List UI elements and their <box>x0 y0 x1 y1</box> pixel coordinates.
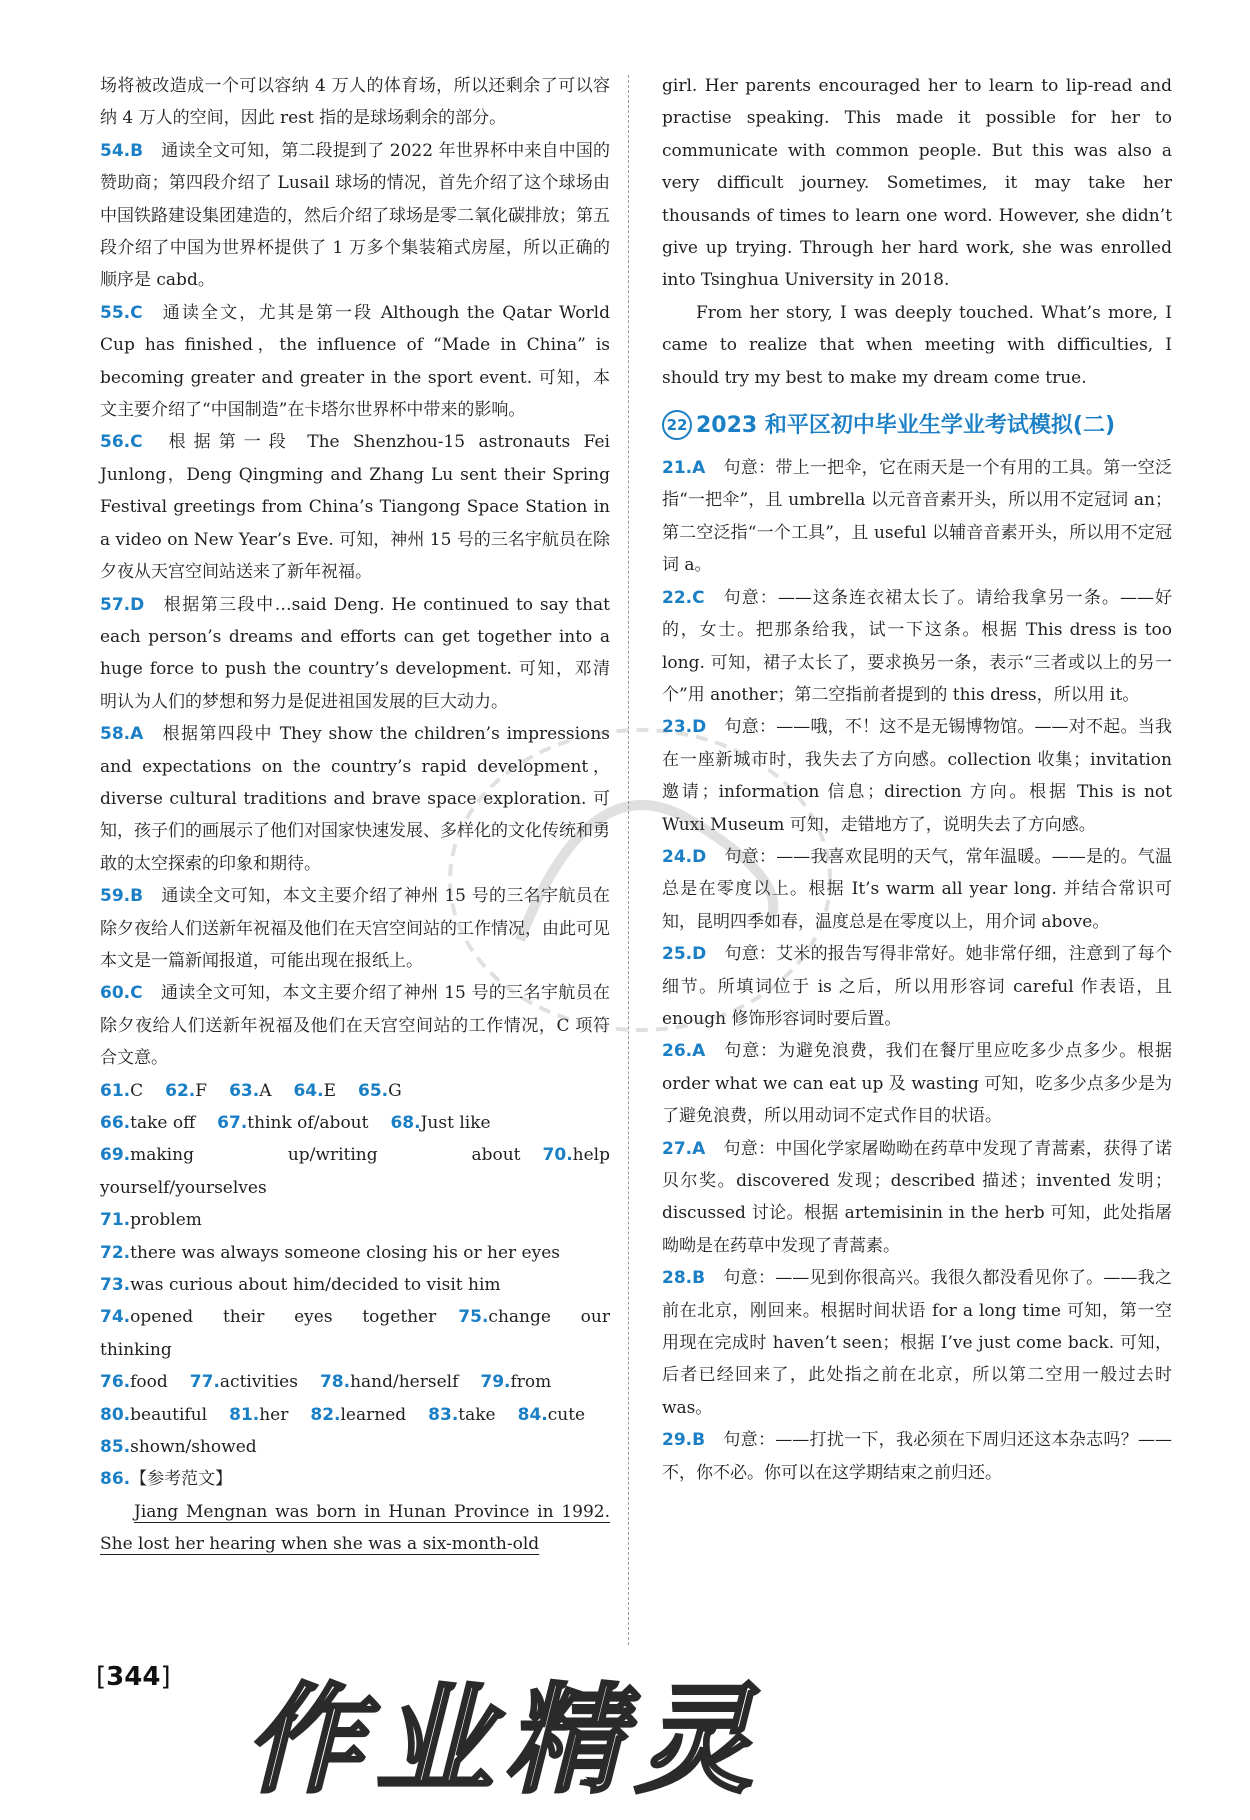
question-number: 24. <box>662 846 693 867</box>
paragraph: From her story, I was deeply touched. What’s more, I came to realize that when meeting with difficulties, I should try my best to make my dream come true. <box>662 302 1172 388</box>
question-number: 72. <box>100 1242 131 1263</box>
explanation: 通读全文，尤其是第一段 Although the Qatar World Cup has finished，the influence of “Made in China” is becoming greater and greater in the sport event. 可知，本文主要介绍了“中国制造”在卡塔尔世界杯中带来的影响。 <box>100 302 610 421</box>
explanation: 句意：——打扰一下，我必须在下周归还这本杂志吗？——不，你不必。你可以在这学期结束之前归还。 <box>662 1430 1172 1483</box>
answer-row <box>100 1399 610 1431</box>
question-number: 25. <box>662 944 693 965</box>
answer-letter: C <box>692 587 705 608</box>
question-number: 70. <box>542 1145 573 1166</box>
question-number: 23. <box>662 717 693 738</box>
answer-item <box>662 1262 1172 1424</box>
answer-letter: C <box>130 983 143 1004</box>
answer-row <box>100 1139 610 1204</box>
question-number: 73. <box>100 1275 131 1296</box>
answer-item <box>100 589 610 719</box>
question-number: 84. <box>517 1404 548 1425</box>
explanation: 通读全文可知，第二段提到了 2022 年世界杯中来自中国的赞助商；第四段介绍了 Lusail 球场的情况，首先介绍了这个球场由中国铁路建设集团建造的，然后介绍了球场是零二氧化碳排放；第五段介绍了中国为世界杯提供了 1 万多个集装箱式房屋，所以正确的顺序是 cabd。 <box>100 140 610 291</box>
answer-text: from <box>510 1372 552 1393</box>
page-number: [344] <box>96 1662 171 1692</box>
answer-row <box>100 1204 610 1236</box>
watermark-seal-icon <box>430 700 850 1060</box>
answer-row <box>100 1431 610 1463</box>
answer-letter: C <box>130 302 143 323</box>
answer-text: F <box>195 1080 208 1101</box>
question-number: 64. <box>293 1080 324 1101</box>
section-title <box>662 408 1172 444</box>
explanation: 句意：——哦，不！这不是无锡博物馆。——对不起。当我在一座新城市时，我失去了方向感。collection 收集；invitation 邀请；information 信息；direction 方向。根据 This is not Wuxi Museum 可知，走错地方了，说明失去了方向感。 <box>662 717 1172 835</box>
answer-row <box>100 1075 610 1107</box>
question-number: 80. <box>100 1404 131 1425</box>
answer-text: take <box>458 1404 496 1425</box>
answer-row <box>100 1107 610 1139</box>
question-number: 65. <box>358 1080 389 1101</box>
section-title-text: 2023 和平区初中毕业生学业考试模拟(二) <box>696 413 1116 439</box>
question-number: 56. <box>100 432 131 453</box>
explanation: 根据第三段中…said Deng. He continued to say that each person’s dreams and efforts can get together into a huge force to push the country’s development. 可知，邓清明认为人们的梦想和努力是促进祖国发展的巨大动力。 <box>100 594 610 712</box>
explanation: 句意：——这条连衣裙太长了。请给我拿另一条。——好的，女士。把那条给我，试一下这条。根据 This dress is too long. 可知，裙子太长了，要求换另一条，表示“三者或以上的另一个”用 another；第二空指前者提到的 this dress，所以用 it。 <box>662 587 1172 705</box>
answer-letter: B <box>692 1268 706 1289</box>
question-number: 22. <box>662 587 693 608</box>
answer-row <box>100 1463 610 1495</box>
answer-letter: D <box>692 717 707 738</box>
answer-text: activities <box>219 1372 298 1393</box>
question-number: 29. <box>662 1430 693 1451</box>
explanation: 根据第四段中 They show the children’s impressions and expectations on the country’s rapid development，diverse cultural traditions and brave space exploration. 可知，孩子们的画展示了他们对国家快速发展、多样化的文化传统和勇敢的太空探索的印象和期待。 <box>100 724 610 874</box>
answer-item <box>662 1424 1172 1489</box>
answer-text: opened their eyes together <box>130 1307 437 1328</box>
question-number: 76. <box>100 1372 131 1393</box>
explanation: 句意：——见到你很高兴。我很久都没看见你了。——我之前在北京，刚回来。根据时间状语 for a long time 可知，第一空用现在完成时 haven’t seen；根据 I’ve just come back. 可知，后者已经回来了，此处指之前在北京，所以第二空用一般过去时 was。 <box>662 1268 1172 1418</box>
question-number: 68. <box>390 1113 421 1133</box>
answer-text: her <box>259 1404 289 1425</box>
answer-letter: D <box>692 846 707 867</box>
explanation: 句意：艾米的报告写得非常好。她非常仔细，注意到了每个细节。所填词位于 is 之后，所以用形容词 careful 作表语，且 enough 修饰形容词时要后置。 <box>662 944 1172 1029</box>
answer-text: making up/writing about <box>130 1145 521 1166</box>
question-number: 58. <box>100 724 131 745</box>
answer-item <box>662 452 1172 582</box>
answer-item <box>662 582 1172 712</box>
question-number: 27. <box>662 1138 693 1159</box>
explanation: 句意：带上一把伞，它在雨天是一个有用的工具。第一空泛指“一把伞”，且 umbrella 以元音音素开头，所以用不定冠词 an；第二空泛指“一个工具”，且 useful 以辅音音素开头，所以用不定冠词 a。 <box>662 458 1172 576</box>
question-number: 59. <box>100 886 131 907</box>
answer-letter: B <box>692 1430 706 1451</box>
question-number: 81. <box>229 1404 260 1425</box>
answer-letter: A <box>692 1041 706 1062</box>
answer-text: A <box>259 1080 272 1101</box>
question-number: 82. <box>310 1404 341 1425</box>
question-number: 78. <box>319 1372 351 1393</box>
explanation: 句意：为避免浪费，我们在餐厅里应吃多少点多少。根据 order what we can eat up 及 wasting 可知，吃多少点多少是为了避免浪费，所以用动词不定式作目的状语。 <box>662 1041 1172 1127</box>
question-number: 61. <box>100 1080 131 1101</box>
answer-text: think of/about <box>247 1113 369 1133</box>
section-badge: 22 <box>662 410 692 440</box>
answer-text: was curious about him/decided to visit him <box>130 1275 501 1296</box>
answer-letter: C <box>130 432 143 453</box>
question-number: 71. <box>100 1210 131 1231</box>
question-number: 77. <box>189 1372 220 1393</box>
answer-text: beautiful <box>130 1404 208 1425</box>
right-column-continuation <box>662 70 1172 394</box>
explanation: 通读全文可知，本文主要介绍了神州 15 号的三名宇航员在除夕夜给人们送新年祝福及他们在天宫空间站的工作情况，C 项符合文意。 <box>100 983 610 1069</box>
question-number: 54. <box>100 140 131 161</box>
question-number: 79. <box>480 1372 511 1393</box>
answer-letter: A <box>130 724 144 745</box>
question-number: 55. <box>100 302 131 323</box>
answer-letter: D <box>130 594 145 615</box>
answer-text: G <box>388 1080 402 1101</box>
question-number: 75. <box>458 1307 489 1328</box>
answer-text: hand/herself <box>350 1372 459 1393</box>
question-number: 21. <box>662 458 693 479</box>
question-number: 60. <box>100 983 131 1004</box>
paragraph: 场将被改造成一个可以容纳 4 万人的体育场，所以还剩余了可以容纳 4 万人的空间，因此 rest 指的是球场剩余的部分。 <box>100 76 610 129</box>
answer-item <box>100 135 610 297</box>
question-number: 86. <box>100 1469 131 1490</box>
answer-letter: B <box>130 140 144 161</box>
paragraph: girl. Her parents encouraged her to learn to lip-read and practise speaking. This made it possible for her to communicate with common people. But this was also a very difficult journey. Sometimes, it may take her thousands of times to learn one word. However, she didn’t give up trying. Through her hard work, she was enrolled into Tsinghua University in 2018. <box>662 76 1172 291</box>
answer-text: change our thinking <box>100 1307 610 1360</box>
answer-item <box>662 1133 1172 1263</box>
answer-text: food <box>130 1372 168 1393</box>
question-number: 28. <box>662 1268 693 1289</box>
answer-item <box>100 297 610 427</box>
answer-text: problem <box>130 1210 202 1231</box>
question-number: 67. <box>217 1113 248 1133</box>
answer-letter: D <box>692 944 707 965</box>
question-number: 69. <box>100 1145 131 1166</box>
answer-text: E <box>323 1080 337 1101</box>
answer-text: cute <box>547 1404 586 1425</box>
answer-row <box>100 1366 610 1398</box>
answer-row <box>100 1269 610 1301</box>
question-number: 74. <box>100 1307 131 1328</box>
answer-item <box>100 426 610 588</box>
question-number: 57. <box>100 594 131 615</box>
explanation: 通读全文可知，本文主要介绍了神州 15 号的三名宇航员在除夕夜给人们送新年祝福及他们在天宫空间站的工作情况，由此可见本文是一篇新闻报道，可能出现在报纸上。 <box>100 886 610 971</box>
question-number: 66. <box>100 1113 131 1133</box>
question-number: 63. <box>229 1080 260 1101</box>
answer-text: help yourself/yourselves <box>100 1145 610 1198</box>
answer-letter: B <box>130 886 144 907</box>
watermark-logo: 作业精灵 <box>245 1671 766 1809</box>
explanation: 根据第一段 The Shenzhou-15 astronauts Fei Junlong，Deng Qingming and Zhang Lu sent their Spring Festival greetings from China’s Tiangong Space Station in a video on New Year’s Eve. 可知，神州 15 号的三名宇航员在除夕夜从天宫空间站送来了新年祝福。 <box>100 432 610 583</box>
question-number: 83. <box>428 1404 459 1425</box>
question-number: 62. <box>165 1080 196 1101</box>
answer-row <box>100 1301 610 1366</box>
answer-text: there was always someone closing his or her eyes <box>130 1242 561 1263</box>
question-number: 26. <box>662 1041 693 1062</box>
answer-text: learned <box>340 1404 407 1425</box>
sample-essay: Jiang Mengnan was born in Hunan Province in 1992. She lost her hearing when she was a six-month-old <box>100 1501 610 1555</box>
answer-letter: A <box>692 1138 706 1159</box>
explanation: 句意：——我喜欢昆明的天气，常年温暖。——是的。气温总是在零度以上。根据 It’s warm all year long. 并结合常识可知，昆明四季如春，温度总是在零度以上，用介词 above。 <box>662 846 1172 932</box>
answer-text: 【参考范文】 <box>130 1469 233 1490</box>
answer-text: take off <box>130 1113 196 1133</box>
answer-text: shown/showed <box>130 1437 257 1458</box>
answer-text: C <box>130 1080 144 1101</box>
answer-letter: A <box>692 458 706 479</box>
question-number: 85. <box>100 1437 131 1458</box>
answer-text: Just like <box>420 1113 491 1133</box>
answer-row <box>100 1237 610 1269</box>
explanation: 句意：中国化学家屠呦呦在药草中发现了青蒿素，获得了诺贝尔奖。discovered 发现；described 描述；invented 发明；discussed 讨论。根据 artemisinin in the herb 可知，此处指屠呦呦是在药草中发现了青蒿素。 <box>662 1138 1172 1256</box>
